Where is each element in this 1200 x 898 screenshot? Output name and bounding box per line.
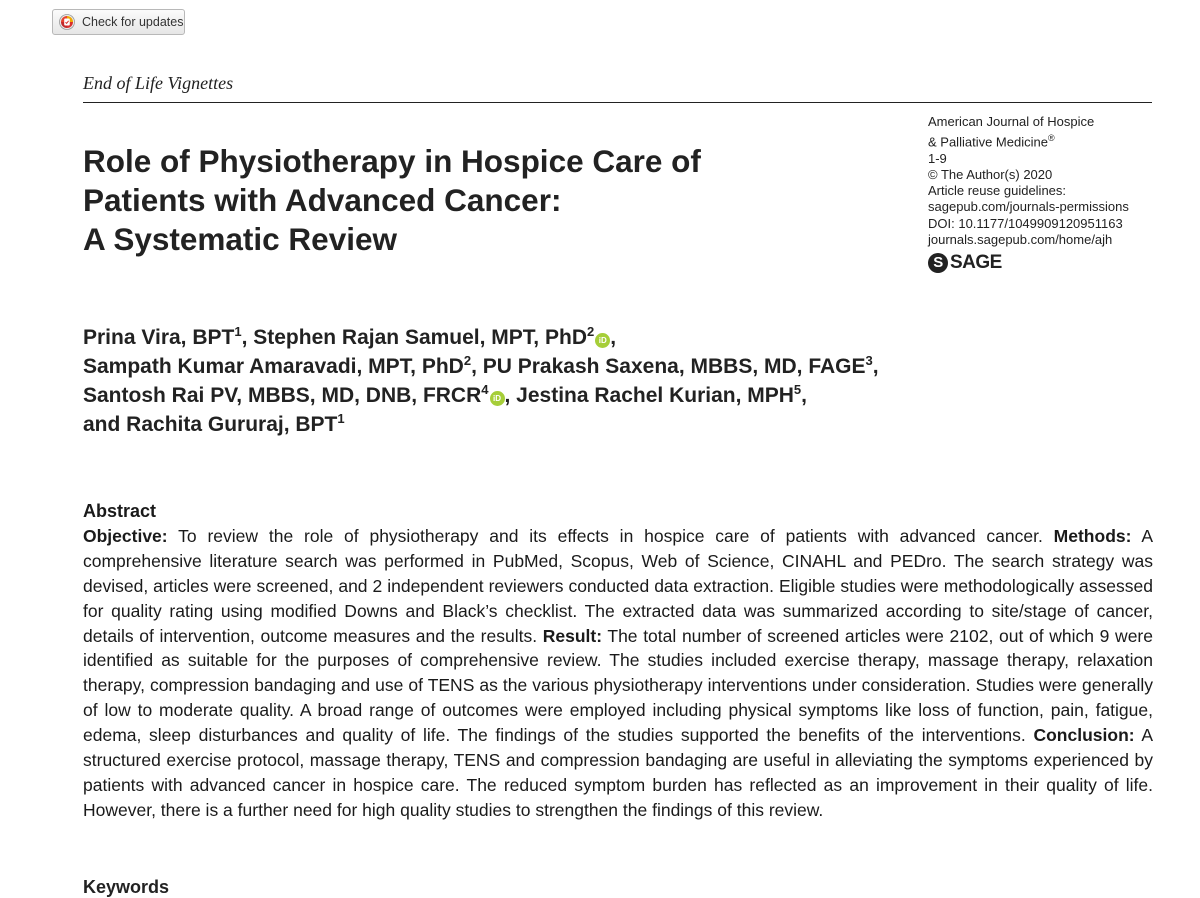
affiliation-sup: 1: [337, 411, 345, 426]
journal-name-line-2: & Palliative Medicine®: [928, 133, 1055, 150]
title-line-2: Patients with Advanced Cancer:: [83, 182, 562, 218]
author-name: Sampath Kumar Amaravadi, MPT, PhD: [83, 355, 464, 378]
author-line-4: [83, 410, 1163, 439]
keywords-heading-cutoff: Keywords: [83, 877, 170, 897]
title-line-3: A Systematic Review: [83, 221, 397, 257]
doi[interactable]: DOI: 10.1177/1049909120951163: [928, 215, 1123, 231]
abstract: [83, 499, 1153, 823]
author-name: Santosh Rai PV, MBBS, MD, DNB, FRCR: [83, 384, 482, 407]
methods-label: Methods:: [1053, 525, 1132, 546]
author-name: Prina Vira, BPT: [83, 326, 235, 349]
author-name: , Jestina Rachel Kurian, MPH: [504, 384, 794, 407]
registered-mark: ®: [1047, 133, 1055, 144]
conclusion-text: A structured exercise protocol, massage therapy, TENS and compression bandaging are useful in alleviating the symptoms experienced by patients with advanced cancer in hospice care. The reduced symptom burden has reflected as an improvement in their quality of life. However, there is a further need for high quality studies to strengthen the findings of this review.: [83, 725, 1153, 820]
affiliation-sup: 3: [865, 353, 873, 368]
author-name: , Stephen Rajan Samuel, MPT, PhD: [241, 326, 587, 349]
journal-homepage-link[interactable]: journals.sagepub.com/home/ajh: [928, 231, 1113, 247]
abstract-heading: Abstract: [83, 501, 157, 521]
check-for-updates-button[interactable]: [52, 9, 185, 35]
separator: ,: [610, 326, 617, 349]
affiliation-sup: 4: [481, 382, 489, 397]
sage-logo-mark: S: [928, 253, 948, 273]
permissions-link[interactable]: sagepub.com/journals-permissions: [928, 199, 1129, 215]
separator: ,: [872, 355, 879, 378]
copyright: © The Author(s) 2020: [928, 166, 1053, 182]
reuse-guidelines-label: Article reuse guidelines:: [928, 183, 1067, 199]
abstract-body: [83, 524, 1153, 823]
affiliation-sup: 2: [463, 353, 472, 368]
author-line-3: [83, 381, 1163, 410]
author-line-1: [83, 323, 1163, 352]
article-title: [83, 142, 903, 259]
author-name: and Rachita Gururaj, BPT: [83, 413, 338, 436]
check-updates-icon: [59, 14, 75, 30]
result-label: Result:: [542, 625, 603, 646]
methods-text: A comprehensive literature search was performed in PubMed, Scopus, Web of Science, CINAHL and PEDro. The search strategy was devised, articles were screened, and 2 independent reviewers conducted data extraction. Eligible studies were methodologically assessed for quality rating using modified Downs and Black’s checklist. The extracted data was summarized according to site/stage of cancer, details of intervention, outcome measures and the results.: [83, 525, 1153, 646]
section-label: End of Life Vignettes: [83, 73, 234, 93]
objective-label: Objective:: [83, 525, 168, 546]
author-name: , PU Prakash Saxena, MBBS, MD, FAGE: [471, 355, 866, 378]
check-for-updates-label: Check for updates: [82, 15, 184, 29]
affiliation-sup: 5: [793, 382, 802, 397]
separator: ,: [801, 384, 807, 407]
title-line-1: Role of Physiotherapy in Hospice Care of: [83, 143, 701, 179]
author-list: [83, 323, 1163, 439]
objective-text: To review the role of physiotherapy and its effects in hospice care of patients with advanced cancer.: [167, 525, 1054, 546]
result-text: The total number of screened articles were 2102, out of which 9 were identified as suitable for the purposes of comprehensive review. The studies included exercise therapy, massage therapy, relaxation therapy, compression bandaging and use of TENS as the various physiotherapy interventions under consideration. Studies were generally of low to moderate quality. A broad range of outcomes were employed including physical symptoms like loss of function, pain, fatigue, edema, sleep disturbances and quality of life. The findings of the studies supported the benefits of the interventions.: [83, 625, 1153, 746]
journal-info: [928, 114, 1168, 273]
author-line-2: [83, 352, 1163, 381]
page-range: 1-9: [928, 150, 947, 166]
affiliation-sup: 1: [234, 324, 242, 339]
header-rule: [83, 102, 1152, 103]
orcid-icon[interactable]: iD: [595, 333, 610, 348]
sage-logo-text: SAGE: [950, 251, 1002, 273]
conclusion-label: Conclusion:: [1033, 725, 1135, 746]
orcid-icon[interactable]: iD: [490, 391, 505, 406]
affiliation-sup: 2: [586, 324, 595, 339]
sage-logo: [928, 253, 1168, 273]
journal-name-line-1: American Journal of Hospice: [928, 114, 1095, 129]
